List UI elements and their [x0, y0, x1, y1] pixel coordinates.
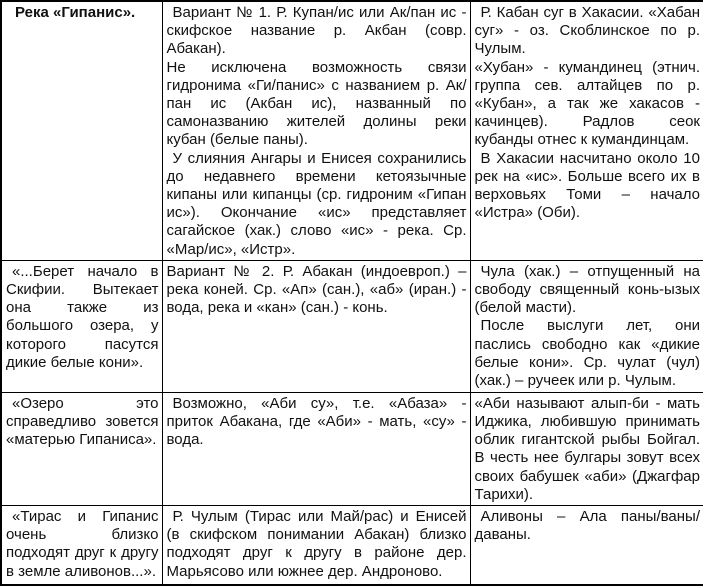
- cell-alivony: [470, 506, 703, 585]
- paragraph: Чула (хак.) – отпущенный на свободу священный конь-ызых (белой масти).: [474, 262, 700, 317]
- paragraph: У слияния Ангары и Енисея сохранились до недавнего времени кетоязычные кипаны или кипанцы (ср. гидроним «Гипан ис»). Окончание «ис» представляет сагайское (хак.) слово «ис» - река. Ср. «Мар/ис», «Истр».: [166, 149, 467, 258]
- cell-river-title: [1, 1, 162, 260]
- paragraph: Вариант № 1. Р. Купан/ис или Ак/пан ис - скифское название р. Акбан (совр. Абакан).: [166, 4, 467, 58]
- table-row: [1, 506, 703, 585]
- paragraph: Вариант № 2. Р. Абакан (индоевроп.) – река коней. Ср. «Ап» (сан.), «аб» (иран.) - вода, река и «кан» (сан.) - конь.: [166, 262, 467, 317]
- cell-variant-2: [162, 260, 470, 392]
- table-row: [1, 392, 703, 505]
- paragraph: «Хубан» - кумандинец (этнич. группа сев. алтайцев по р. «Кубан», а так же хакасов - качинцев). Радлов сеок кубанды отнес к кумандинцам.: [474, 58, 700, 149]
- paragraph: «Аби называют алып-би - мать Иджика, любившую принимать облик гигантской рыбы Бойгал. В честь нее булгары зовут всех своих бабушек «аби» (Джагфар Тарихи).: [474, 394, 700, 503]
- paragraph: После выслуги лет, они паслись свободно как «дикие белые кони». Ср. чулат (чул) (хак.) – ручеек или р. Чулым.: [474, 317, 700, 390]
- cell-abi-notes: [470, 392, 703, 505]
- paragraph: «Тирас и Гипанис очень близко подходят друг к другу в земле аливонов...».: [6, 508, 159, 580]
- cell-quote-lake: [1, 392, 162, 505]
- paragraph: Р. Чулым (Тирас или Май/рас) и Енисей (в скифском понимании Абакан) близко подходят друг к другу в районе дер. Марьясово или южнее дер. Андроново.: [166, 508, 467, 580]
- table-row: [1, 1, 703, 260]
- river-title-text: Река «Гипанис».: [15, 4, 136, 21]
- cell-variant-1: [162, 1, 470, 260]
- table-row: [1, 260, 703, 392]
- paragraph: «...Берет начало в Скифии. Вытекает она также из большого озера, у которого пасутся дикие белые кони».: [6, 262, 159, 371]
- paragraph: Аливоны – Ала паны/ваны/даваны.: [474, 508, 700, 544]
- cell-chulym-yenisei: [162, 506, 470, 585]
- paragraph: Возможно, «Аби су», т.е. «Абаза» - приток Абакана, где «Аби» - мать, «су» - вода.: [166, 394, 467, 449]
- cell-quote-scythia: [1, 260, 162, 392]
- paragraph: В Хакасии насчитано около 10 рек на «ис». Больше всего их в верховьях Томи – начало «Истра» (Оби).: [474, 149, 700, 222]
- cell-chula-notes: [470, 260, 703, 392]
- paragraph: «Озеро это справедливо зовется «матерью Гипаниса».: [6, 394, 159, 449]
- cell-abi-su: [162, 392, 470, 505]
- paragraph: Р. Кабан суг в Хакасии. «Хабан суг» - оз. Скоблинское по р. Чулым.: [474, 4, 700, 58]
- paragraph: Не исключена возможность связи гидронима «Ги/панис» с названием р. Ак/пан ис (Акбан ис), названный по самоназванию жителей долины реки кубан (белые паны).: [166, 58, 467, 149]
- cell-quote-tiras: [1, 506, 162, 585]
- cell-khakassia-notes: [470, 1, 703, 260]
